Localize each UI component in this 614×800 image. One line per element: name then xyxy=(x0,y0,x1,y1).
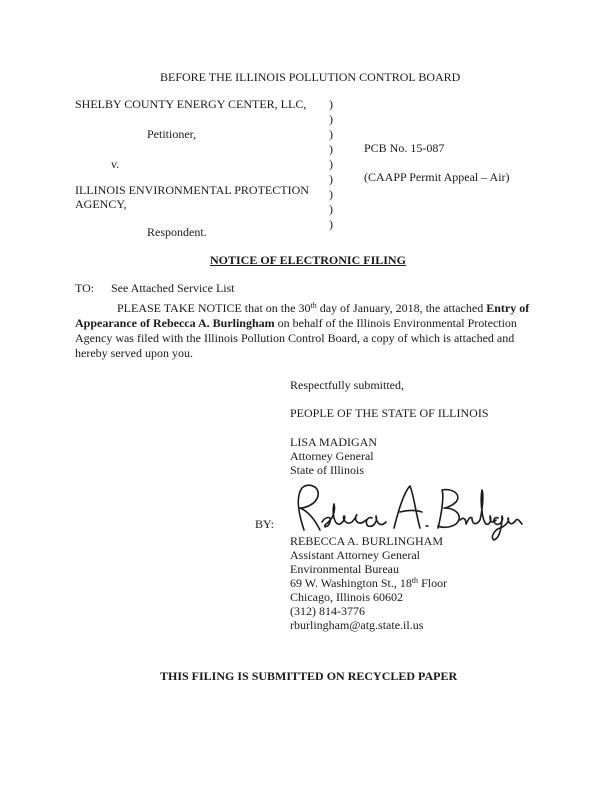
para-date: day of January, 2018, the attached xyxy=(316,301,487,315)
signature-stroke xyxy=(366,516,386,526)
caption-paren: ) xyxy=(329,157,333,171)
by-label: BY: xyxy=(255,517,274,531)
para-ordinal-suffix: th xyxy=(310,301,317,310)
signature-stroke xyxy=(492,516,522,540)
signature-stroke xyxy=(438,490,459,528)
to-value: See Attached Service List xyxy=(111,281,235,295)
recycled-paper-notice: THIS FILING IS SUBMITTED ON RECYCLED PAPER xyxy=(160,669,458,683)
caption-paren: ) xyxy=(329,187,333,201)
case-number: PCB No. 15-087 xyxy=(364,141,445,155)
signature-stroke xyxy=(298,485,320,530)
para-document-title: Entry of Appearance of Rebecca A. Burlingham xyxy=(75,301,530,330)
address-street-text: 69 W. Washington St., 18 xyxy=(290,576,412,590)
address-city: Chicago, Illinois 60602 xyxy=(290,590,403,604)
signature-stroke xyxy=(322,504,366,527)
caption-paren: ) xyxy=(329,202,333,216)
to-label: TO: xyxy=(75,281,95,295)
versus-label: v. xyxy=(111,157,120,171)
notice-title: NOTICE OF ELECTRONIC FILING xyxy=(210,253,406,267)
handwritten-signature xyxy=(286,482,526,542)
caption-paren: ) xyxy=(329,97,333,111)
petitioner-role: Petitioner, xyxy=(147,127,197,141)
party-name: PEOPLE OF THE STATE OF ILLINOIS xyxy=(290,406,489,420)
closing: Respectfully submitted, xyxy=(290,378,404,392)
address-floor: Floor xyxy=(418,576,448,590)
para-rest: on behalf of the Illinois Environmental Protection Agency was filed with the Illinois Pollution Control Board, a copy of which is attached and hereby served upon you. xyxy=(75,316,517,360)
petitioner-name: SHELBY COUNTY ENERGY CENTER, LLC, xyxy=(75,97,307,111)
para-intro: PLEASE TAKE NOTICE that on the 30 xyxy=(117,301,311,315)
signer-bureau: Environmental Bureau xyxy=(290,562,399,576)
signer-title: Assistant Attorney General xyxy=(290,548,420,562)
ag-title: Attorney General xyxy=(290,449,374,463)
caption-paren: ) xyxy=(329,127,333,141)
signature-stroke xyxy=(460,490,496,524)
notice-paragraph xyxy=(75,301,545,361)
caption-parentheses xyxy=(329,97,339,232)
caption-paren: ) xyxy=(329,142,333,156)
respondent-role: Respondent. xyxy=(147,225,207,239)
signature-stroke xyxy=(394,486,422,528)
respondent-name-line1: ILLINOIS ENVIRONMENTAL PROTECTION xyxy=(75,183,309,197)
board-title: BEFORE THE ILLINOIS POLLUTION CONTROL BOARD xyxy=(160,70,461,84)
caption-paren: ) xyxy=(329,217,333,231)
signer-name: REBECCA A. BURLINGHAM xyxy=(290,534,444,548)
ag-state: State of Illinois xyxy=(290,463,364,477)
ag-name: LISA MADIGAN xyxy=(290,435,377,449)
phone-number: (312) 814-3776 xyxy=(290,604,365,618)
email-address[interactable]: rburlingham@atg.state.il.us xyxy=(290,618,424,632)
caption-paren: ) xyxy=(329,172,333,186)
case-type: (CAAPP Permit Appeal – Air) xyxy=(364,170,510,184)
address-ordinal-suffix: th xyxy=(411,576,419,585)
address-street xyxy=(290,576,447,590)
respondent-name-line2: AGENCY, xyxy=(75,197,127,211)
caption-paren: ) xyxy=(329,112,333,126)
